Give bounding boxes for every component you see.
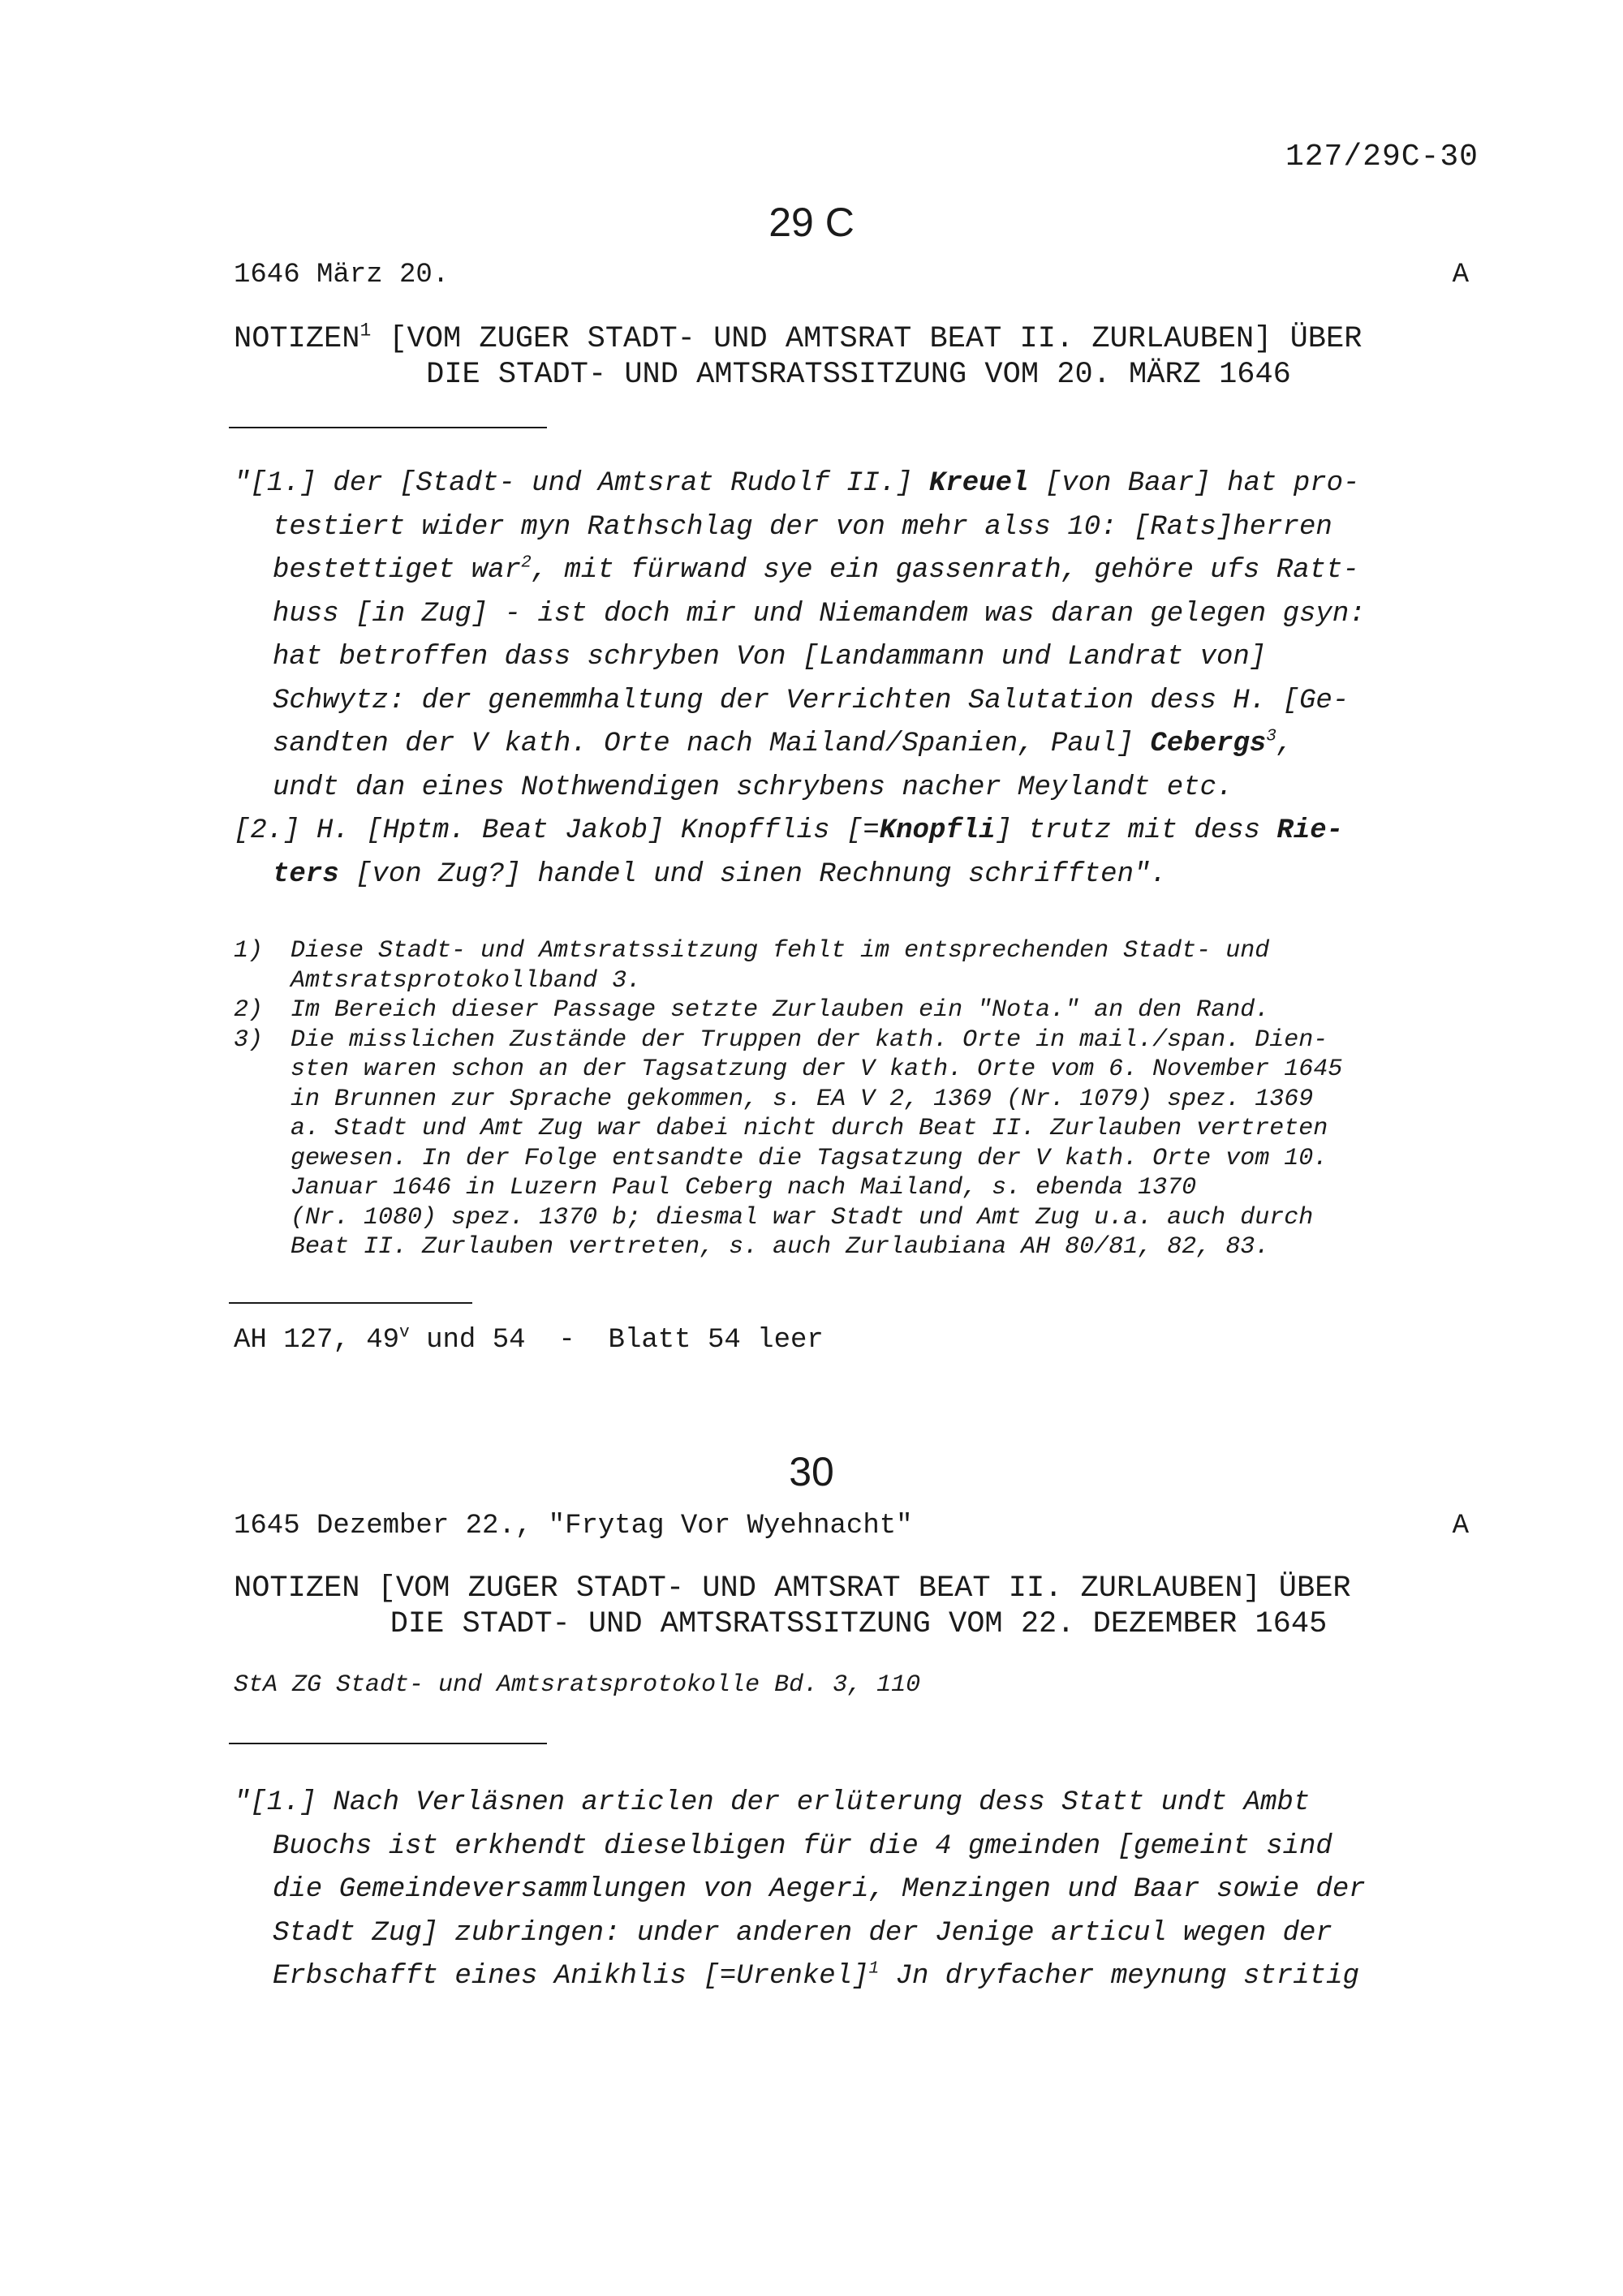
document-date-line <box>234 260 1469 290</box>
text-line: bestettiget war$^2$, mit fürwand sye ein gassenrath, gehöre ufs Ratt- <box>273 553 1359 586</box>
title-line-2: DIE STADT- UND AMTSRATSSITZUNG VOM 22. DEZEMBER 1645 <box>390 1607 1328 1641</box>
document-date-line <box>234 1511 1469 1541</box>
footnote: 3) Die misslichen Zustände der Truppen der kath. Orte in mail./span. Dien- sten waren schon an der Tagsatzung der V kath. Orte vom 6. November 1645 in Brunnen zur Sprache gekommen, s. EA V 2, 1369 (Nr. 1079) spez. 1369 a. Stadt und Amt Zug war dabei nicht durch Beat II. Zurlauben vertreten gewesen. In der Folge entsandte die Tagsatzung der V kath. Orte vom 10. Januar 1646 in Luzern Paul Ceberg nach Mailand, s. ebenda 1370 (Nr. 1080) spez. 1370 b; diesmal war Stadt und Amt Zug u.a. auch durch Beat II. Zurlauben vertreten, s. auch Zurlaubiana AH 80/81, 82, 83. <box>234 1025 1343 1261</box>
footnote-marker: 1 <box>359 320 372 342</box>
text-line: undt dan eines Nothwendigen schrybens nacher Meylandt etc. <box>273 772 1233 803</box>
text-line: testiert wider myn Rathschlag der von mehr alss 10: [Rats]herren <box>273 511 1332 543</box>
text-line: "[1.] Nach Verläsnen articlen der erlüterung dess Statt undt Ambt <box>234 1787 1311 1818</box>
title-line-1: NOTIZEN$^1$ [VOM ZUGER STADT- UND AMTSRAT BEAT II. ZURLAUBEN] ÜBER <box>234 320 1363 356</box>
document-letter: A <box>1452 1511 1469 1541</box>
footnote: 1) Diese Stadt- und Amtsratssitzung fehlt im entsprechenden Stadt- und Amtsratsprotokollband 3. <box>234 937 1270 995</box>
text-line: ters [von Zug?] handel und sinen Rechnung schrifften". <box>273 858 1167 890</box>
section-divider <box>229 1743 547 1744</box>
transcription-text <box>234 462 1500 896</box>
page-reference: 127/29C-30 <box>1285 140 1479 174</box>
document-number-30: 30 <box>789 1449 834 1494</box>
text-line: die Gemeindeversammlungen von Aegeri, Menzingen und Baar sowie der <box>273 1874 1366 1905</box>
section-divider <box>229 427 547 428</box>
text-line: [2.] H. [Hptm. Beat Jakob] Knopfflis [=Knopfli] trutz mit dess Rie- <box>234 815 1344 846</box>
text-line: Stadt Zug] zubringen: under anderen der Jenige articul wegen der <box>273 1917 1332 1949</box>
archive-reference: StA ZG Stadt- und Amtsratsprotokolle Bd. 3, 110 <box>234 1671 921 1699</box>
transcription-text <box>234 1782 1500 1999</box>
document-title <box>234 321 1483 393</box>
text-line: sandten der V kath. Orte nach Mailand/Spanien, Paul] Cebergs$^3$, <box>273 726 1294 759</box>
document-number-29c: 29 C <box>768 200 855 245</box>
document-letter: A <box>1452 260 1469 290</box>
text-line: huss [in Zug] - ist doch mir und Niemandem was daran gelegen gsyn: <box>273 598 1366 630</box>
title-line-2: DIE STADT- UND AMTSRATSSITZUNG VOM 20. MÄRZ 1646 <box>426 358 1291 392</box>
notes-divider <box>229 1302 472 1304</box>
text-line: Buochs ist erkhendt dieselbigen für die 4 gmeinden [gemeint sind <box>273 1830 1332 1862</box>
document-title <box>234 1571 1483 1642</box>
document-date: 1646 März 20. <box>234 260 450 290</box>
source-reference: AH 127, 49$^v$ und 54 - Blatt 54 leer <box>234 1322 824 1356</box>
text-line: hat betroffen dass schryben Von [Landammann und Landrat von] <box>273 642 1267 673</box>
footnote: 2) Im Bereich dieser Passage setzte Zurlauben ein "Nota." an den Rand. <box>234 996 1270 1024</box>
text-line: Erbschafft eines Anikhlis [=Urenkel]$^1$ Jn dryfacher meynung stritig <box>273 1958 1359 1992</box>
document-date: 1645 Dezember 22., "Frytag Vor Wyehnacht" <box>234 1511 913 1541</box>
text-line: "[1.] der [Stadt- und Amtsrat Rudolf II.] Kreuel [von Baar] hat pro- <box>234 468 1360 499</box>
text-line: Schwytz: der genemmhaltung der Verrichten Salutation dess H. [Ge- <box>273 685 1350 716</box>
title-line-1: NOTIZEN [VOM ZUGER STADT- UND AMTSRAT BEAT II. ZURLAUBEN] ÜBER <box>234 1572 1351 1606</box>
footnotes <box>234 936 1500 1262</box>
